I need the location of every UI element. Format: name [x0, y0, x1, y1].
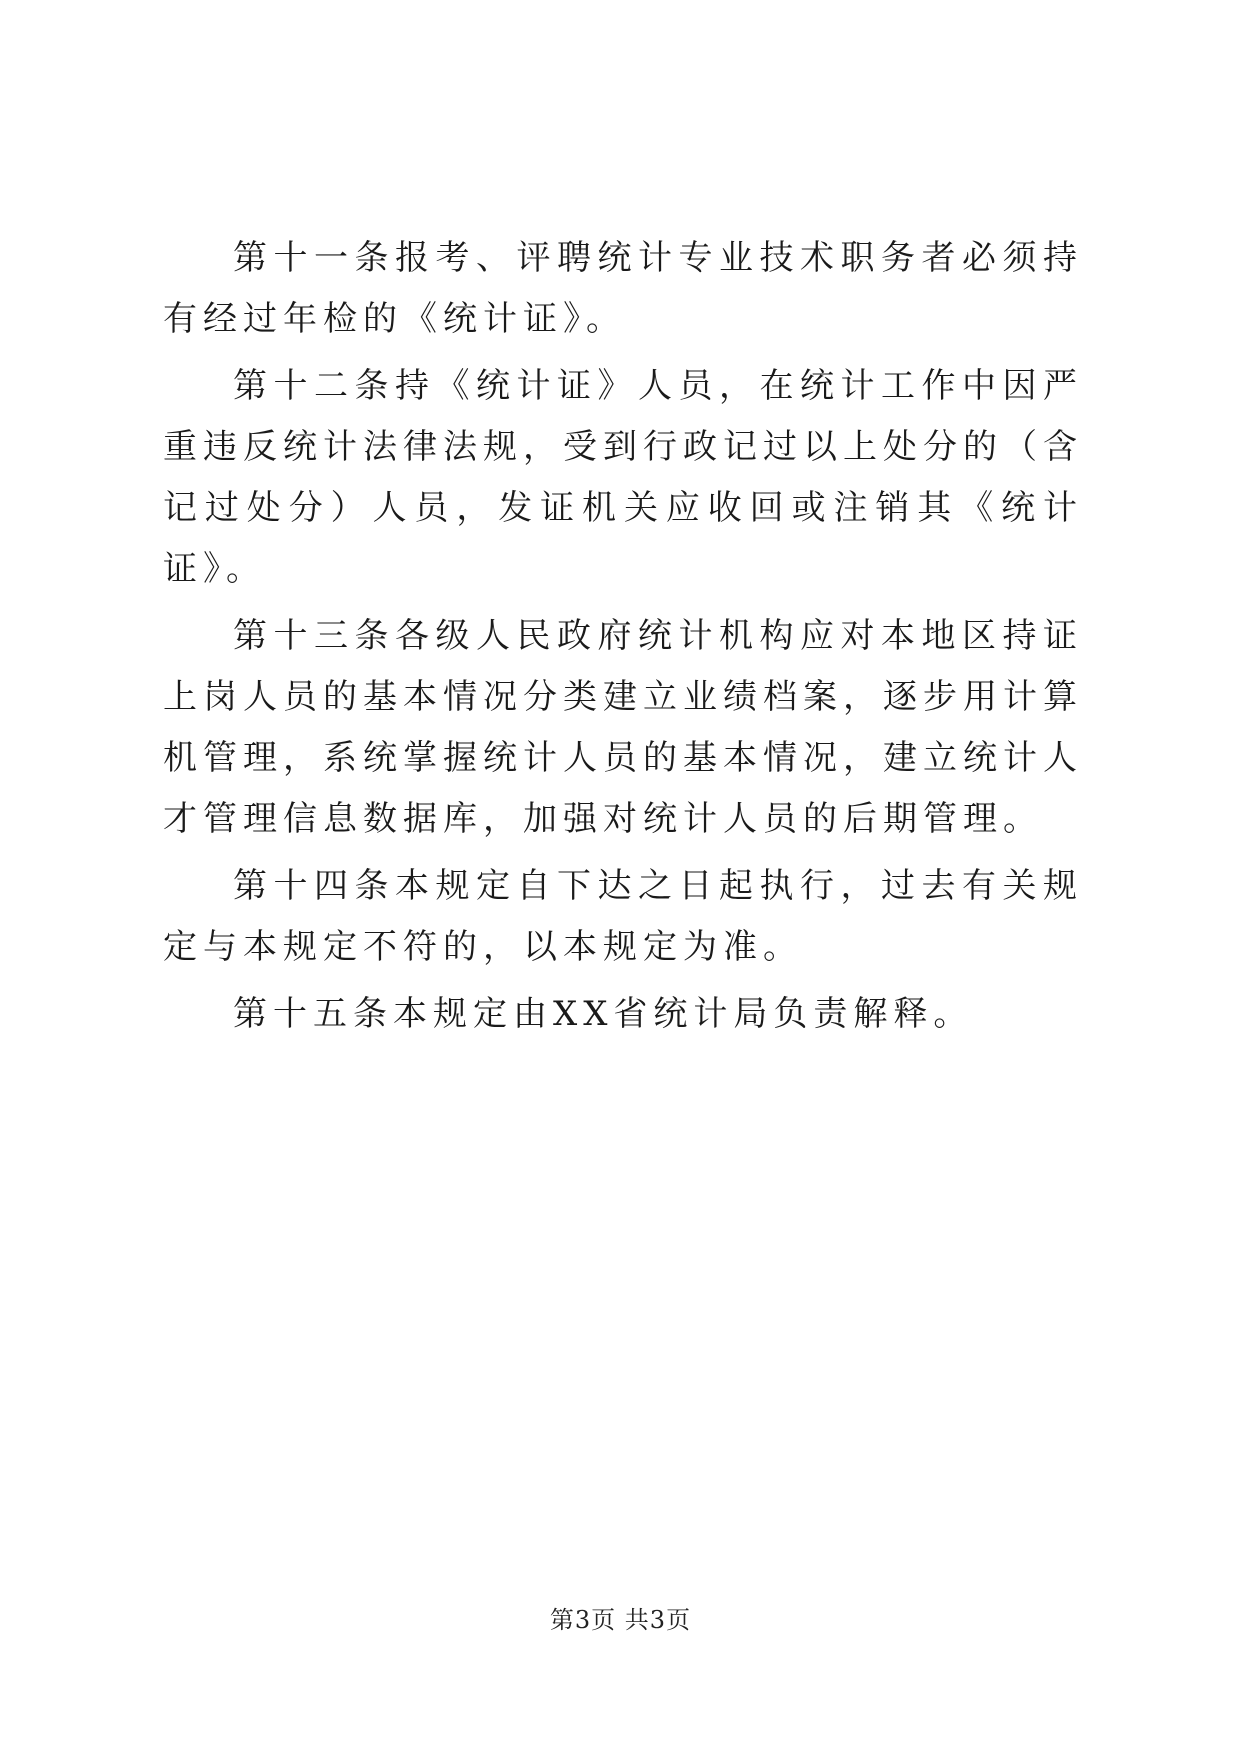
- article-12-paragraph: 第十二条持《统计证》人员，在统计工作中因严重违反统计法律法规，受到行政记过以上处分的（含记过处分）人员，发证机关应收回或注销其《统计证》。: [163, 366, 1083, 589]
- document-body: [163, 228, 1083, 1051]
- page-number-label: 第3页 共3页: [549, 1606, 692, 1634]
- page-footer: [0, 1605, 1241, 1635]
- article-11-paragraph: 第十一条报考、评聘统计专业技术职务者必须持有经过年检的《统计证》。: [163, 238, 1083, 339]
- article-13-paragraph: 第十三条各级人民政府统计机构应对本地区持证上岗人员的基本情况分类建立业绩档案，逐步用计算机管理，系统掌握统计人员的基本情况，建立统计人才管理信息数据库，加强对统计人员的后期管理。: [163, 616, 1083, 839]
- article-14-paragraph: 第十四条本规定自下达之日起执行，过去有关规定与本规定不符的，以本规定为准。: [163, 866, 1083, 967]
- article-15-paragraph: 第十五条本规定由XX省统计局负责解释。: [233, 994, 974, 1034]
